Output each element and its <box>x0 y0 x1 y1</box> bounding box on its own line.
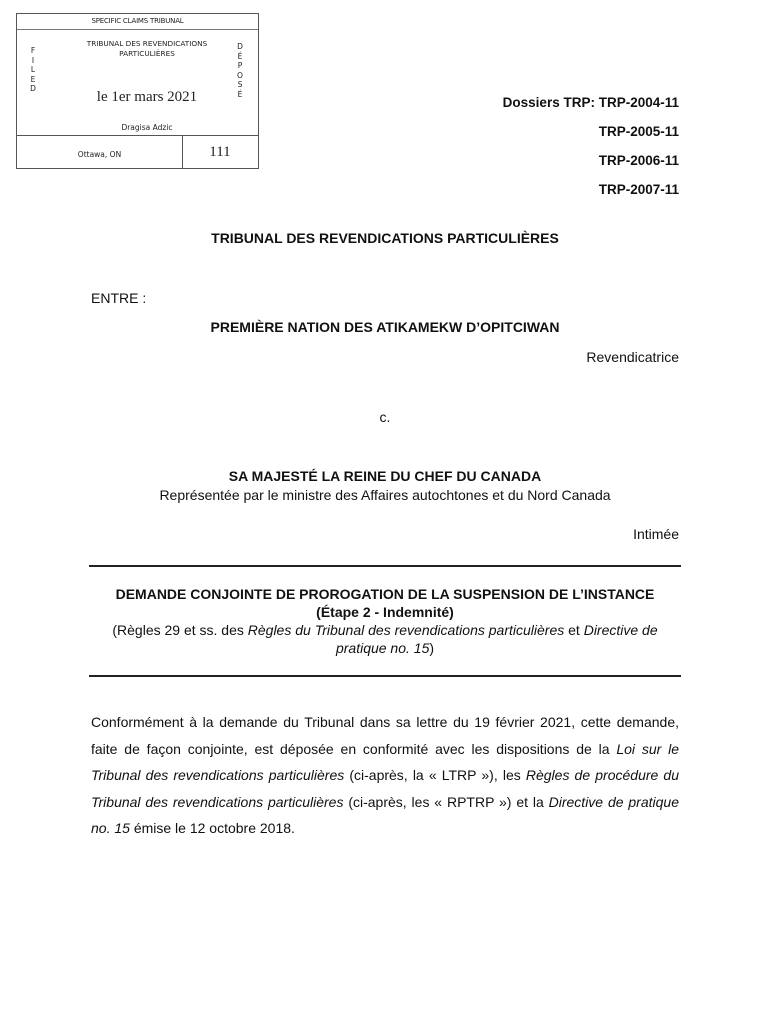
filing-stamp <box>16 13 259 169</box>
tribunal-title: TRIBUNAL DES REVENDICATIONS PARTICULIÈRES <box>211 230 559 246</box>
stamp-header: SPECIFIC CLAIMS TRIBUNAL <box>91 17 184 25</box>
versus-label: c. <box>379 409 391 425</box>
claimant-name: PREMIÈRE NATION DES ATIKAMEKW D’OPITCIWAN <box>210 319 560 335</box>
paragraph-end: émise le 12 octobre 2018. <box>129 820 295 836</box>
bottom-rule <box>89 675 681 677</box>
stamp-date: le 1er mars 2021 <box>96 89 198 105</box>
file-number: Dossiers TRP: TRP-2004-11 <box>502 95 679 110</box>
stamp-header-divider <box>17 29 258 30</box>
application-heading <box>89 585 681 657</box>
file-number: TRP-2007-11 <box>598 182 679 197</box>
procedure-rules-name: Règles de procédure du Tribunal des revendications particulières <box>91 767 679 810</box>
stamp-filed-letter: F <box>30 46 36 55</box>
rules-prefix: (Règles 29 et ss. des <box>112 622 248 638</box>
respondent-role: Intimée <box>633 526 679 542</box>
paragraph-start: Conformément à la demande du Tribunal dans sa lettre du 19 février 2021, cette demande, faite de façon conjointe, est déposée en conformité avec les dispositions de la <box>91 714 679 757</box>
stamp-tribunal-line1: TRIBUNAL DES REVENDICATIONS <box>86 39 208 48</box>
claimant-role: Revendicatrice <box>586 349 679 365</box>
application-title: DEMANDE CONJOINTE DE PROROGATION DE LA SUSPENSION DE L’INSTANCE <box>115 586 655 602</box>
application-rules-reference <box>89 621 681 657</box>
respondent-representation: Représentée par le ministre des Affaires autochtones et du Nord Canada <box>159 487 611 503</box>
stamp-signer: Dragisa Adzic <box>121 123 173 132</box>
file-numbers <box>503 94 679 210</box>
body-paragraph <box>91 709 679 842</box>
stamp-filed-letter: L <box>30 65 36 75</box>
top-rule <box>89 565 681 567</box>
stamp-depose-letter: P <box>237 61 243 71</box>
stamp-location: Ottawa, ON <box>77 150 122 159</box>
stamp-filed-letter: I <box>31 55 35 65</box>
stamp-tribunal-line2: PARTICULIÈRES <box>119 49 175 58</box>
directive-name: Directive de pratique no. 15 <box>335 622 658 656</box>
rules-and: et <box>564 622 584 638</box>
rules-name: Règles du Tribunal des revendications particulières <box>247 622 565 638</box>
stamp-depose-letter: S <box>237 80 243 90</box>
practice-directive-name: Directive de pratique no. 15 <box>91 793 679 836</box>
stamp-tribunal-name <box>57 39 237 59</box>
stamp-filed-letter: E <box>30 74 36 84</box>
rules-suffix: ) <box>429 640 435 656</box>
stamp-depose-letter: É <box>237 89 243 99</box>
stamp-filed-vertical <box>27 46 39 94</box>
stamp-depose-letter: D <box>237 42 243 51</box>
file-number: TRP-2005-11 <box>598 124 679 139</box>
stamp-filed-letter: D <box>30 84 36 94</box>
file-number: TRP-2006-11 <box>598 153 679 168</box>
law-name: Loi sur le Tribunal des revendications particulières <box>91 740 679 783</box>
stamp-depose-letter: O <box>237 70 243 80</box>
respondent-name: SA MAJESTÉ LA REINE DU CHEF DU CANADA <box>228 468 542 484</box>
stamp-number: 111 <box>209 144 231 160</box>
stamp-depose-letter: É <box>237 51 243 61</box>
application-subtitle: (Étape 2 - Indemnité) <box>316 604 454 620</box>
stamp-bottom-divider <box>17 135 258 136</box>
paragraph-mid-2: (ci-après, les « RPTRP ») et la <box>343 793 549 810</box>
paragraph-mid-1: (ci-après, la « LTRP »), les <box>344 767 526 783</box>
between-label: ENTRE : <box>91 290 147 306</box>
